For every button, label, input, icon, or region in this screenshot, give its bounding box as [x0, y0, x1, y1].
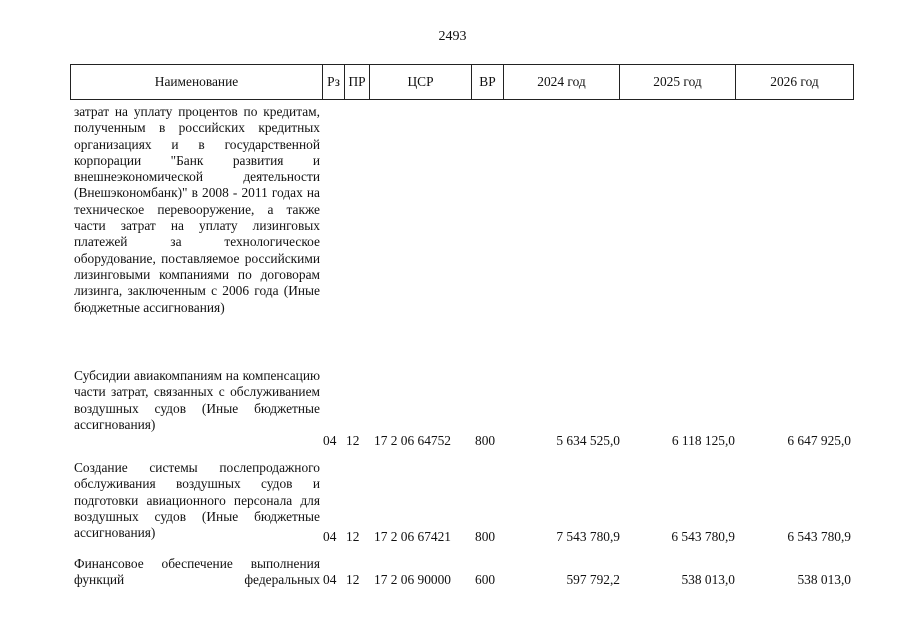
table-row-name: Финансовое обеспечение выполнения функций федеральных [74, 556, 320, 588]
header-2025: 2025 год [620, 65, 736, 99]
table-row-name: Субсидии авиакомпаниям на компенсацию части затрат, связанных с обслуживанием воздушных судов (Иные бюджетные ассигнования) [74, 368, 320, 432]
table-cell-2026: 6 647 925,0 [787, 433, 851, 448]
table-cell-2024: 7 543 780,9 [556, 529, 620, 544]
header-pr: ПР [345, 65, 370, 99]
table-cell-csr: 17 2 06 67421 [374, 529, 451, 544]
table-cell-csr: 17 2 06 90000 [374, 572, 451, 587]
table-cell-2024: 597 792,2 [566, 572, 620, 587]
table-cell-2026: 538 013,0 [797, 572, 851, 587]
table-header [70, 64, 854, 100]
table-cell-pr: 12 [346, 433, 360, 448]
table-cell-pr: 12 [346, 529, 360, 544]
page-number: 2493 [438, 29, 467, 44]
header-2026: 2026 год [770, 74, 819, 89]
table-cell-pr: 12 [346, 572, 360, 587]
table-cell-2024: 5 634 525,0 [556, 433, 620, 448]
table-cell-2025: 6 118 125,0 [671, 433, 735, 448]
table-cell-2025: 6 543 780,9 [671, 529, 735, 544]
table-cell-2026: 6 543 780,9 [787, 529, 851, 544]
table-cell-vr: 800 [475, 433, 496, 448]
table-row-name: Создание системы послепродажного обслуживания воздушных судов и подготовки авиационного персонала для воздушных судов (Иные бюджетные ассигнования) [74, 460, 320, 541]
header-name: Наименование [71, 65, 323, 99]
table-cell-vr: 600 [475, 572, 496, 587]
table-cell-vr: 800 [475, 529, 496, 544]
table-cell-rz: 04 [323, 433, 337, 448]
header-2024: 2024 год [504, 65, 620, 99]
table-cell-2025: 538 013,0 [681, 572, 735, 587]
table-cell-csr: 17 2 06 64752 [374, 433, 451, 448]
table-cell-rz: 04 [323, 572, 337, 587]
table-cell-rz: 04 [323, 529, 337, 544]
header-csr: ЦСР [370, 65, 472, 99]
table-row-name: затрат на уплату процентов по кредитам, полученным в российских кредитных организациях и в государственной корпорации "Банк развития и внешнеэкономической деятельности (Внешэкономбанк)" в 2008 - 2011 годах на техническое перевооружение, а также части затрат на уплату лизинговых платежей за технологическое оборудование, поставляемое российскими лизинговыми компаниями по договорам лизинга, заключенным с 2006 года (Иные бюджетные ассигнования) [74, 104, 320, 315]
header-rz: Рз [323, 65, 345, 99]
header-vr: ВР [472, 65, 504, 99]
